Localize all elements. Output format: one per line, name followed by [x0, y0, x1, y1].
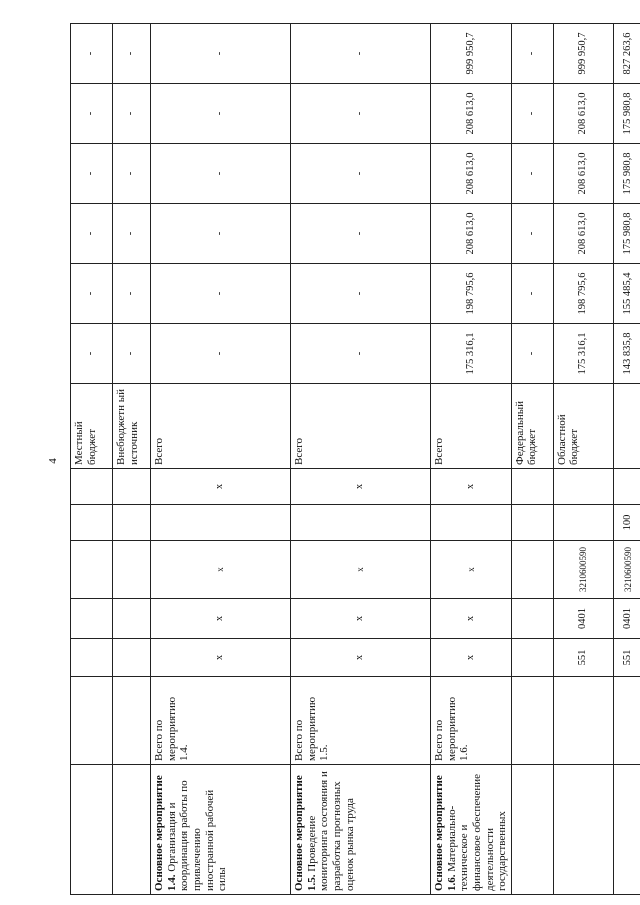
- value-cell: -: [71, 204, 113, 264]
- value-cell: -: [291, 84, 431, 144]
- source-cell: Всего: [151, 384, 291, 469]
- source-cell: [613, 384, 640, 469]
- csr-cell: х: [431, 541, 512, 599]
- mark-cell: х: [151, 469, 291, 505]
- subtotal-label-cell: [613, 677, 640, 765]
- source-cell: Внебюджетн ый источник: [113, 384, 151, 469]
- grbs-cell: [511, 639, 553, 677]
- event-name-cell: [553, 765, 613, 895]
- budget-table-rotated: [70, 32, 634, 895]
- vr-cell: [113, 505, 151, 541]
- value-cell: -: [511, 324, 553, 384]
- value-cell: -: [71, 84, 113, 144]
- value-cell: -: [71, 324, 113, 384]
- event-description: Организация и координация работы по привлечению иностранной рабочей силы: [165, 780, 229, 891]
- event-name-cell: [613, 765, 640, 895]
- grbs-cell: [113, 639, 151, 677]
- value-cell: -: [151, 84, 291, 144]
- grbs-cell: х: [431, 639, 512, 677]
- value-cell: 208 613,0: [553, 84, 613, 144]
- subtotal-label-cell: [71, 677, 113, 765]
- event-title: Основное мероприятие 1.6.: [433, 775, 458, 891]
- table-row: [291, 24, 431, 895]
- subtotal-label-cell: Всего по мероприятию 1.4.: [151, 677, 291, 765]
- grbs-cell: 551: [613, 639, 640, 677]
- value-cell: -: [71, 264, 113, 324]
- source-cell: Всего: [431, 384, 512, 469]
- vr-cell: [71, 505, 113, 541]
- value-cell: 198 795,6: [431, 264, 512, 324]
- value-cell: -: [151, 24, 291, 84]
- value-cell: -: [511, 24, 553, 84]
- table-row: [71, 24, 113, 895]
- value-cell: -: [113, 324, 151, 384]
- rz-cell: х: [431, 599, 512, 639]
- value-cell: 175 980,8: [613, 84, 640, 144]
- vr-cell: [151, 505, 291, 541]
- csr-cell: [511, 541, 553, 599]
- event-name-cell: [113, 765, 151, 895]
- mark-cell: [511, 469, 553, 505]
- event-name-cell: [151, 765, 291, 895]
- value-cell: -: [113, 264, 151, 324]
- event-name-cell: [71, 765, 113, 895]
- table-row: [431, 24, 512, 895]
- table-row: [613, 24, 640, 895]
- table-row: [113, 24, 151, 895]
- rz-cell: [113, 599, 151, 639]
- value-cell: -: [291, 144, 431, 204]
- csr-cell: [113, 541, 151, 599]
- event-description: Материально-техническое и финансовое обеспечение деятельности государственных: [445, 774, 509, 891]
- value-cell: 208 613,0: [431, 204, 512, 264]
- value-cell: -: [71, 144, 113, 204]
- grbs-cell: х: [151, 639, 291, 677]
- event-title: Основное мероприятие 1.5.: [293, 775, 318, 891]
- grbs-cell: [71, 639, 113, 677]
- subtotal-label-cell: [511, 677, 553, 765]
- value-cell: -: [511, 204, 553, 264]
- value-cell: -: [511, 144, 553, 204]
- vr-cell: 100: [613, 505, 640, 541]
- value-cell: 175 980,8: [613, 204, 640, 264]
- value-cell: -: [71, 24, 113, 84]
- vr-cell: [291, 505, 431, 541]
- mark-cell: [113, 469, 151, 505]
- value-cell: -: [291, 264, 431, 324]
- value-cell: -: [113, 24, 151, 84]
- value-cell: -: [511, 264, 553, 324]
- rz-cell: х: [151, 599, 291, 639]
- value-cell: 198 795,6: [553, 264, 613, 324]
- value-cell: 999 950,7: [431, 24, 512, 84]
- rz-cell: 0401: [613, 599, 640, 639]
- vr-cell: [511, 505, 553, 541]
- event-name-cell: [511, 765, 553, 895]
- budget-table: [70, 23, 640, 895]
- source-cell: Федеральный бюджет: [511, 384, 553, 469]
- event-title: Основное мероприятие 1.4.: [153, 775, 178, 891]
- value-cell: 175 316,1: [553, 324, 613, 384]
- event-description: Проведение мониторинга состояния и разработка прогнозных оценок рынка труда: [305, 771, 356, 891]
- value-cell: -: [511, 84, 553, 144]
- value-cell: 999 950,7: [553, 24, 613, 84]
- value-cell: 155 485,4: [613, 264, 640, 324]
- value-cell: 143 835,8: [613, 324, 640, 384]
- csr-cell: 3210600590: [553, 541, 613, 599]
- value-cell: 175 316,1: [431, 324, 512, 384]
- value-cell: 208 613,0: [553, 204, 613, 264]
- event-name-cell: [431, 765, 512, 895]
- grbs-cell: 551: [553, 639, 613, 677]
- rz-cell: [71, 599, 113, 639]
- subtotal-label-cell: [113, 677, 151, 765]
- rz-cell: [511, 599, 553, 639]
- table-row: [151, 24, 291, 895]
- subtotal-label-cell: Всего по мероприятию 1.5.: [291, 677, 431, 765]
- grbs-cell: х: [291, 639, 431, 677]
- table-row: [511, 24, 553, 895]
- table-row: [553, 24, 613, 895]
- subtotal-label-cell: Всего по мероприятию 1.6.: [431, 677, 512, 765]
- value-cell: 175 980,8: [613, 144, 640, 204]
- vr-cell: [431, 505, 512, 541]
- source-cell: Областной бюджет: [553, 384, 613, 469]
- value-cell: 208 613,0: [431, 144, 512, 204]
- vr-cell: [553, 505, 613, 541]
- source-cell: Всего: [291, 384, 431, 469]
- mark-cell: [613, 469, 640, 505]
- value-cell: -: [151, 264, 291, 324]
- value-cell: -: [113, 204, 151, 264]
- csr-cell: 3210600590: [613, 541, 640, 599]
- csr-cell: х: [291, 541, 431, 599]
- value-cell: -: [291, 24, 431, 84]
- value-cell: -: [151, 204, 291, 264]
- subtotal-label-cell: [553, 677, 613, 765]
- value-cell: 208 613,0: [431, 84, 512, 144]
- mark-cell: [553, 469, 613, 505]
- source-cell: Местный бюджет: [71, 384, 113, 469]
- value-cell: 827 263,6: [613, 24, 640, 84]
- csr-cell: х: [151, 541, 291, 599]
- rz-cell: 0401: [553, 599, 613, 639]
- value-cell: -: [151, 324, 291, 384]
- value-cell: -: [113, 144, 151, 204]
- value-cell: -: [291, 324, 431, 384]
- value-cell: -: [291, 204, 431, 264]
- mark-cell: [71, 469, 113, 505]
- mark-cell: х: [291, 469, 431, 505]
- event-name-cell: [291, 765, 431, 895]
- mark-cell: х: [431, 469, 512, 505]
- page-number: 4: [46, 458, 59, 464]
- value-cell: 208 613,0: [553, 144, 613, 204]
- csr-cell: [71, 541, 113, 599]
- value-cell: -: [151, 144, 291, 204]
- value-cell: -: [113, 84, 151, 144]
- rz-cell: х: [291, 599, 431, 639]
